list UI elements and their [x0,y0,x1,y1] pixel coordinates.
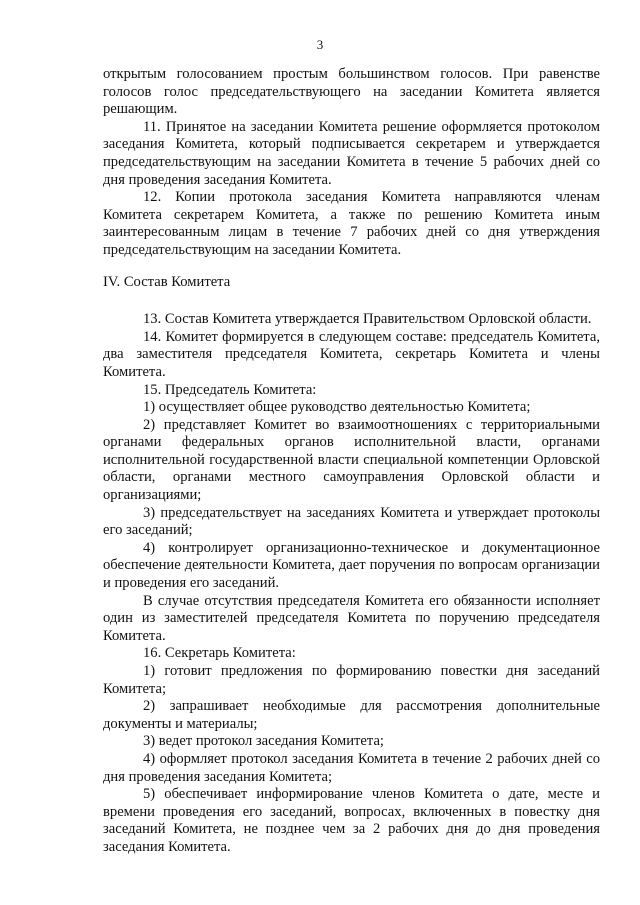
page-number: 3 [316,37,324,52]
paragraph-15: 15. Председатель Комитета: [143,381,317,398]
paragraph-16-item-4: 4) оформляет протокол заседания Комитета в течение 2 рабочих дней со дня проведения заседания Комитета; [103,750,600,785]
paragraph-16-item-3: 3) ведет протокол заседания Комитета; [143,733,384,750]
section-heading: IV. Состав Комитета [103,273,231,290]
paragraph-voting-rule: открытым голосованием простым большинством голосов. При равенстве голосов голос председательствующего на заседании Комитета является решающим. [103,66,600,118]
paragraph-15-item-1: 1) осуществляет общее руководство деятельностью Комитета; [143,399,531,416]
paragraph-16-item-5: 5) обеспечивает информирование членов Комитета о дате, месте и времени проведения его заседаний, вопросах, включенных в повестку дня заседаний Комитета, не позднее чем за 2 рабочих дня до дня проведения заседания Комитета. [103,786,600,855]
paragraph-16-item-2: 2) запрашивает необходимые для рассмотрения дополнительные документы и материалы; [103,698,600,732]
document-body [103,66,600,857]
paragraph-11: 11. Принятое на заседании Комитета решение оформляется протоколом заседания Комитета, который подписывается секретарем и утверждается председательствующим на заседании Комитета в течение 5 рабочих дней со дня проведения заседания Комитета. [103,118,600,188]
paragraph-16: 16. Секретарь Комитета: [143,645,296,662]
paragraph-12: 12. Копии протокола заседания Комитета направляются членам Комитета секретарем Комитета, а также по решению Комитета иным заинтересованным лицам в течение 7 рабочих дней со дня утверждения председательствующим на заседании Комитета. [103,189,600,258]
paragraph-chair-absence: В случае отсутствия председателя Комитета его обязанности исполняет один из заместителей председателя Комитета по поручению председателя Комитета. [103,592,600,644]
paragraph-15-item-3: 3) председательствует на заседаниях Комитета и утверждает протоколы его заседаний; [103,504,600,539]
paragraph-13: 13. Состав Комитета утверждается Правительством Орловской области. [143,311,592,328]
paragraph-15-item-2: 2) представляет Комитет во взаимоотношениях с территориальными органами федеральных органов исполнительной власти, органами исполнительной государственной власти специальной компетенции Орловской области, органами местного самоуправления Орловской области и организациями; [103,416,600,504]
paragraph-15-item-4: 4) контролирует организационно-техническое и документационное обеспечение деятельности Комитета, дает поручения по вопросам организации и проведения его заседаний. [103,539,600,592]
paragraph-14: 14. Комитет формируется в следующем составе: председатель Комитета, два заместителя председателя Комитета, секретарь Комитета и члены Комитета. [103,328,600,380]
paragraph-16-item-1: 1) готовит предложения по формированию повестки дня заседаний Комитета; [103,663,600,697]
